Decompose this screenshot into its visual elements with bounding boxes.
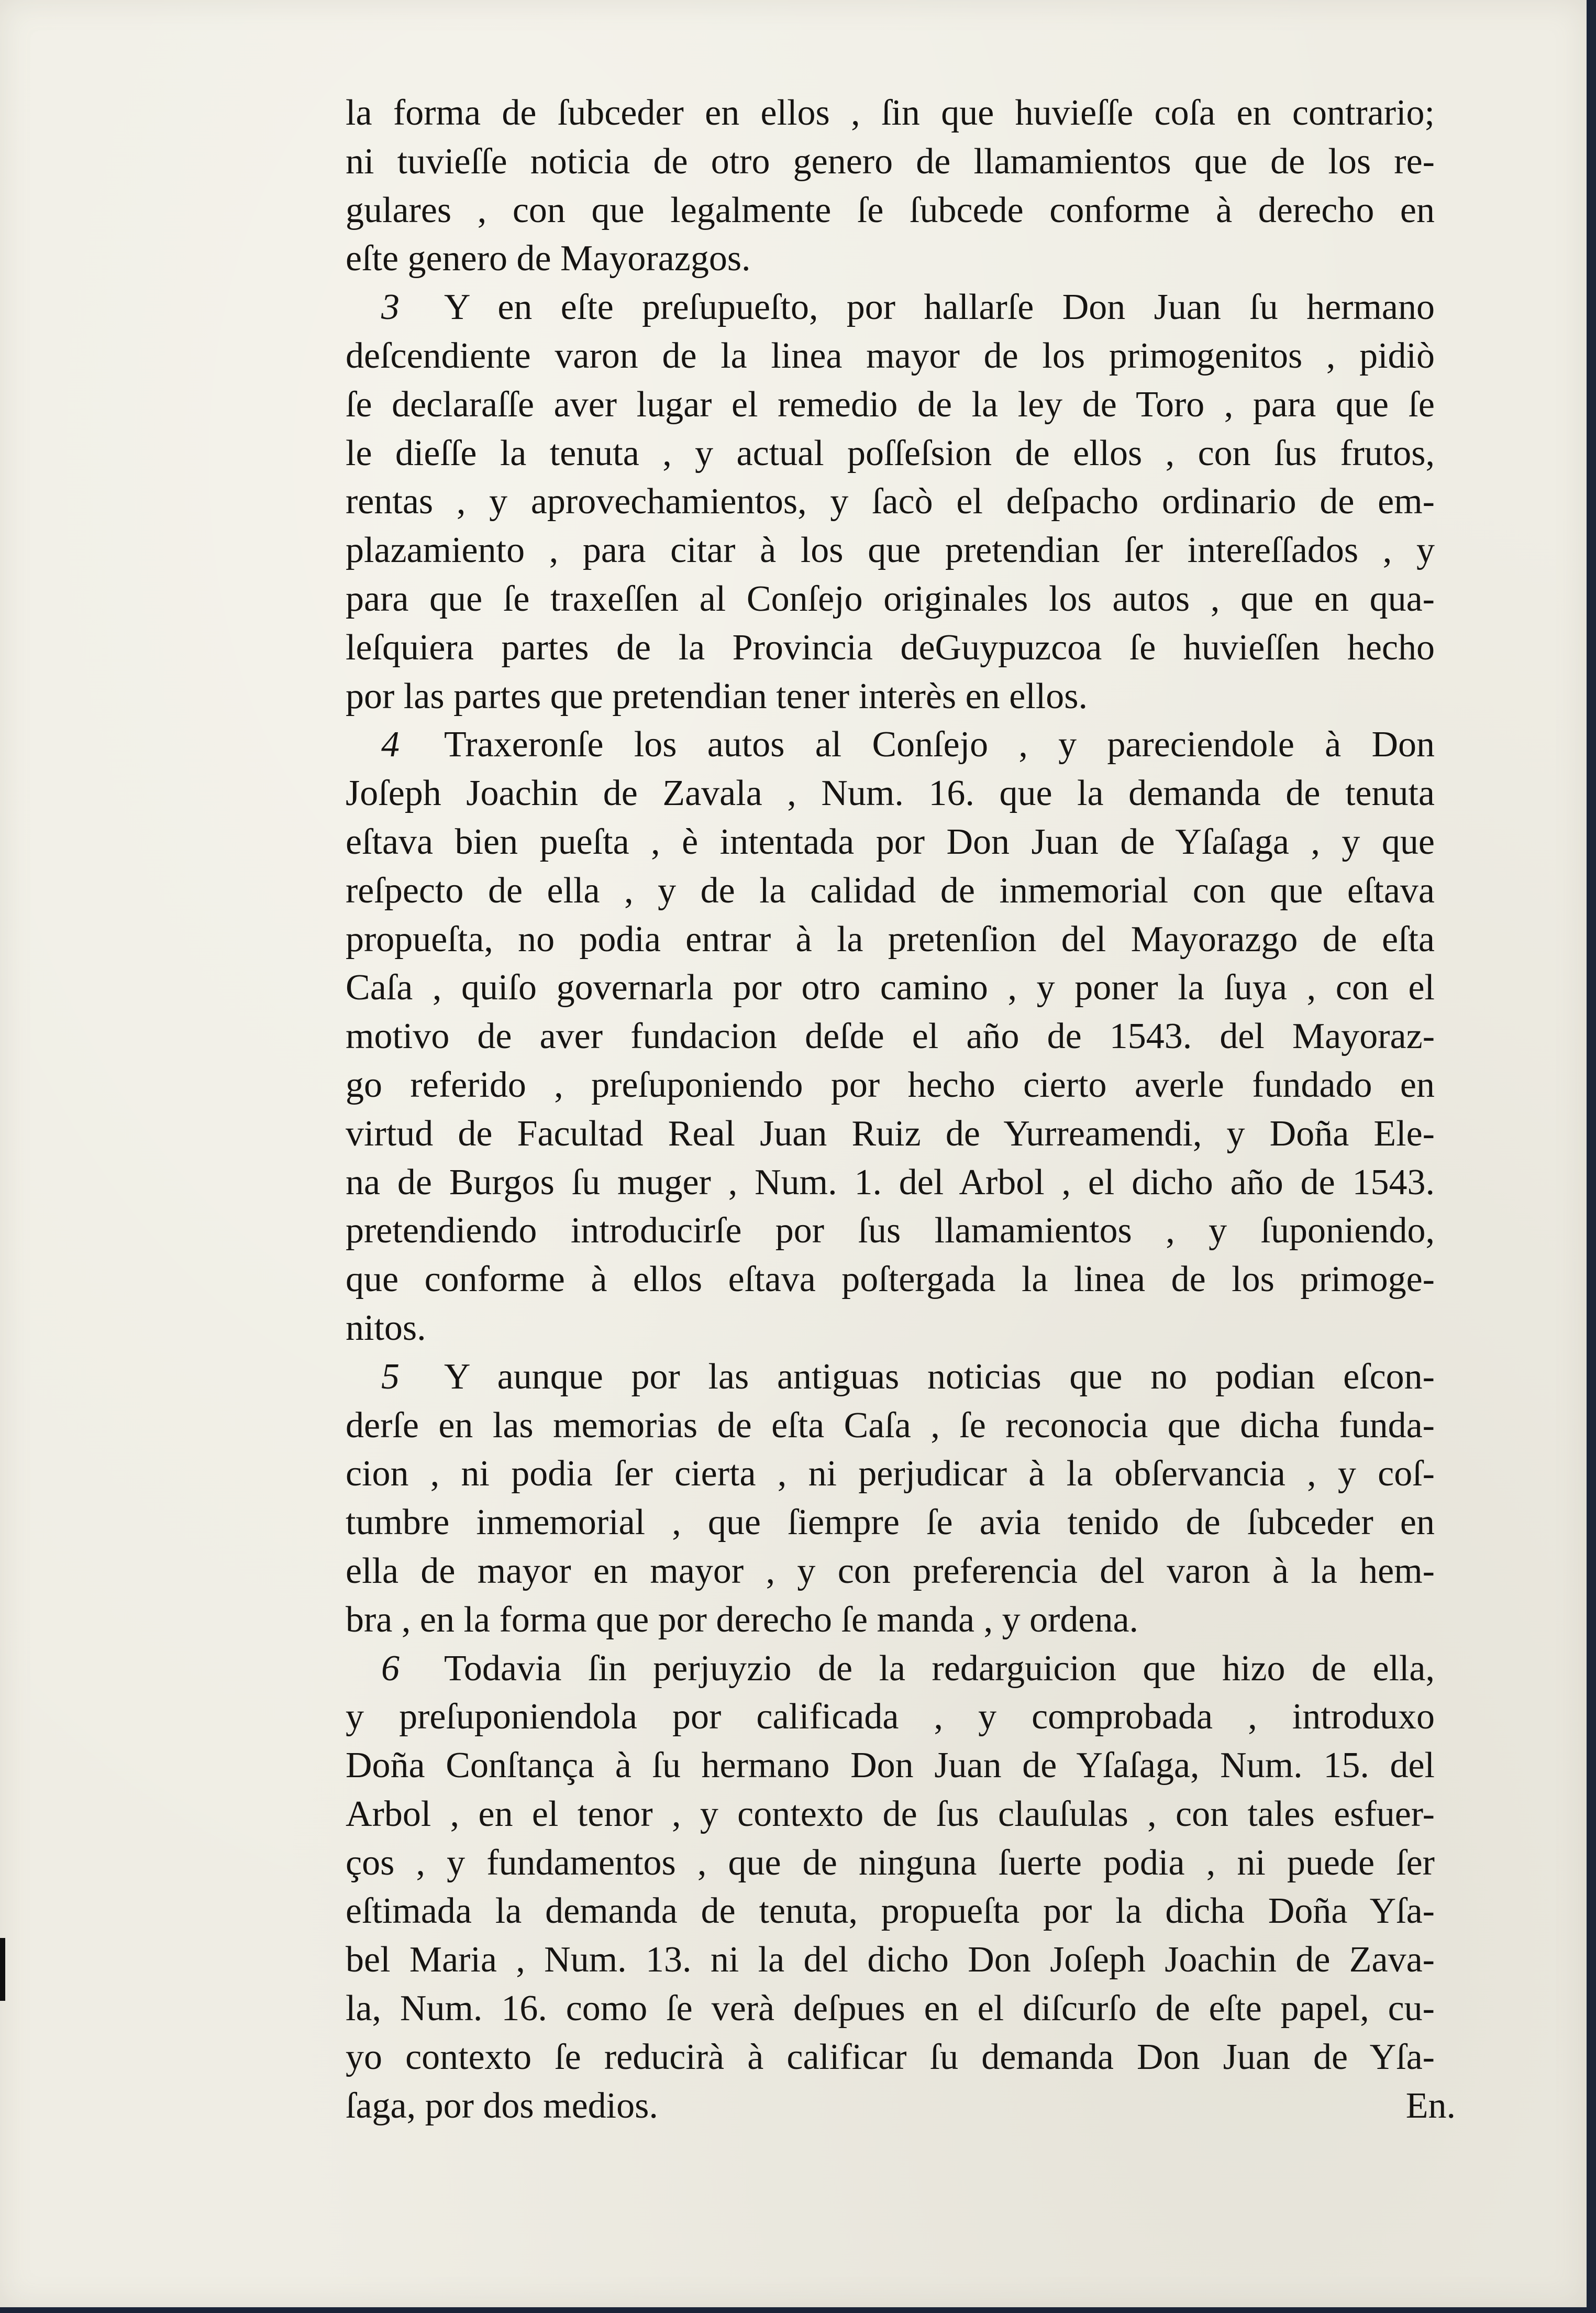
body-text [346, 89, 1456, 2130]
text-line: Y en eſte preſupueſto, por hallarſe Don Juan ſu hermano [444, 287, 1435, 328]
text-line: nitos. [346, 1307, 426, 1348]
paragraph-3-first-line [346, 283, 1435, 332]
paragraph-number: 4 [381, 724, 400, 765]
text-line: Traxeronſe los autos al Conſejo , y pareciendole à Don [444, 724, 1435, 765]
text-line: que conforme à ellos eſtava poſtergada la linea de los primoge- [346, 1259, 1435, 1300]
text-line: ços , y fundamentos , que de ninguna ſuerte podia , ni puede ſer [346, 1842, 1435, 1883]
text-line: bel Maria , Num. 13. ni la del dicho Don Joſeph Joachin de Zava- [346, 1940, 1435, 1980]
text-line: virtud de Facultad Real Juan Ruiz de Yurreamendi, y Doña Ele- [346, 1113, 1435, 1154]
text-line: ella de mayor en mayor , y con preferencia del varon à la hem- [346, 1550, 1435, 1591]
text-line: ni tuvieſſe noticia de otro genero de llamamientos que de los re- [346, 141, 1435, 182]
text-line: deſcendiente varon de la linea mayor de los primogenitos , pidiò [346, 335, 1435, 376]
paragraph-5-first-line [346, 1353, 1435, 1402]
text-line: Caſa , quiſo governarla por otro camino , y poner la ſuya , con el [346, 967, 1435, 1008]
text-line: bra , en la forma que por derecho ſe manda , y ordena. [346, 1599, 1139, 1640]
text-line: pretendiendo introducirſe por ſus llamamientos , y ſuponiendo, [346, 1210, 1435, 1251]
paragraph-6-first-line [346, 1645, 1435, 1693]
paragraph-number: 3 [381, 287, 400, 328]
text-line: leſquiera partes de la Provincia deGuypuzcoa ſe huvieſſen hecho [346, 627, 1435, 668]
text-line: Joſeph Joachin de Zavala , Num. 16. que la demanda de tenuta [346, 773, 1435, 814]
text-line: eſtava bien pueſta , è intentada por Don Juan de Yſaſaga , y que [346, 821, 1435, 862]
catchword: En. [1405, 2085, 1456, 2126]
text-line: Todavia ſin perjuyzio de la redarguicion que hizo de ella, [444, 1648, 1435, 1689]
text-line: Arbol , en el tenor , y contexto de ſus clauſulas , con tales esfuer- [346, 1793, 1435, 1834]
paragraph-4-first-line [346, 721, 1435, 769]
text-line: plazamiento , para citar à los que pretendian ſer intereſſados , y [346, 530, 1435, 571]
text-line: derſe en las memorias de eſta Caſa , ſe reconocia que dicha funda- [346, 1405, 1435, 1446]
text-line: tumbre inmemorial , que ſiempre ſe avia tenido de ſubceder en [346, 1502, 1435, 1543]
text-line: na de Burgos ſu muger , Num. 1. del Arbol , el dicho año de 1543. [346, 1162, 1435, 1203]
text-line: eſte genero de Mayorazgos. [346, 238, 751, 279]
text-line: Y aunque por las antiguas noticias que no podian eſcon- [444, 1356, 1435, 1397]
text-line: motivo de aver fundacion deſde el año de 1543. del Mayoraz- [346, 1016, 1435, 1057]
paragraph-number: 6 [381, 1648, 400, 1689]
text-line: ſe declaraſſe aver lugar el remedio de la ley de Toro , para que ſe [346, 384, 1435, 425]
text-line: cion , ni podia ſer cierta , ni perjudicar à la obſervancia , y coſ- [346, 1453, 1435, 1494]
text-line: por las partes que pretendian tener interès en ellos. [346, 676, 1088, 717]
text-line: eſtimada la demanda de tenuta, propueſta por la dicha Doña Yſa- [346, 1891, 1435, 1932]
final-line-row [346, 2082, 1456, 2131]
text-line: ſaga, por dos medios. [346, 2085, 658, 2126]
text-line: la, Num. 16. como ſe verà deſpues en el diſcurſo de eſte papel, cu- [346, 1988, 1435, 2029]
text-line: gulares , con que legalmente ſe ſubcede conforme à derecho en [346, 190, 1435, 230]
paragraph-number: 5 [381, 1356, 400, 1397]
text-line: y preſuponiendola por calificada , y comprobada , introduxo [346, 1697, 1435, 1737]
text-line: Doña Conſtança à ſu hermano Don Juan de Yſaſaga, Num. 15. del [346, 1745, 1435, 1786]
text-line: la forma de ſubceder en ellos , ſin que huvieſſe coſa en contrario; [346, 93, 1435, 133]
text-line: rentas , y aprovechamientos, y ſacò el deſpacho ordinario de em- [346, 481, 1435, 522]
text-line: reſpecto de ella , y de la calidad de inmemorial con que eſtava [346, 870, 1435, 911]
margin-ink-mark [0, 1938, 5, 2001]
text-line: propueſta, no podia entrar à la pretenſion del Mayorazgo de eſta [346, 919, 1435, 960]
text-line: le dieſſe la tenuta , y actual poſſeſsion de ellos , con ſus frutos, [346, 433, 1435, 473]
text-line: go referido , preſuponiendo por hecho cierto averle fundado en [346, 1064, 1435, 1105]
text-line: yo contexto ſe reducirà à calificar ſu demanda Don Juan de Yſa- [346, 2036, 1435, 2077]
text-line: para que ſe traxeſſen al Conſejo originales los autos , que en qua- [346, 578, 1435, 619]
